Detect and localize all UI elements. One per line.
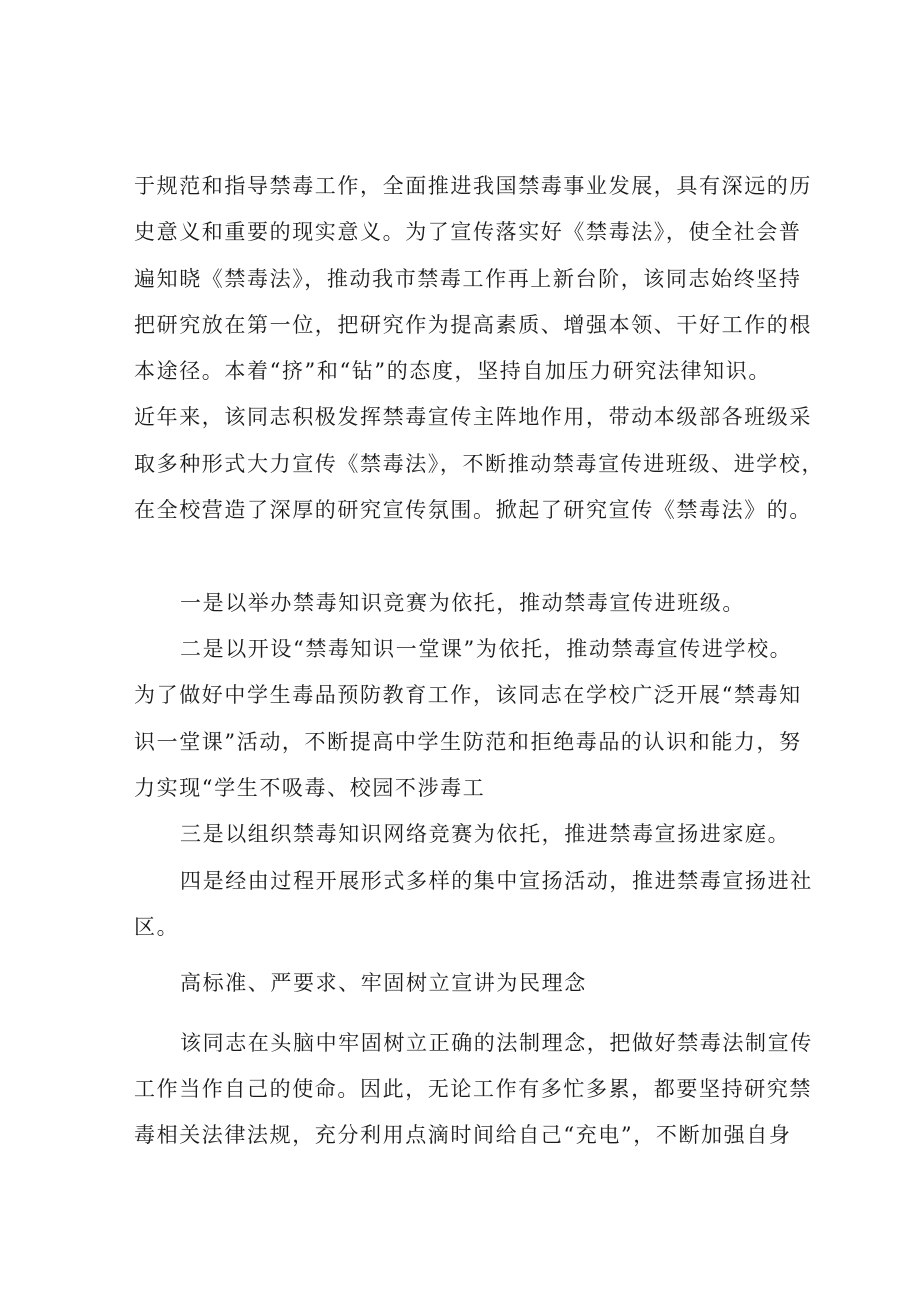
text-line: 四是经由过程开展形式多样的集中宣扬活动，推进禁毒宣扬进社 (180, 869, 813, 893)
section-heading: 高标准、严要求、牢固树立宣讲为民理念 (180, 971, 587, 995)
text-line: 区。 (134, 915, 180, 939)
text-line: 三是以组织禁毒知识网络竞赛为依托，推进禁毒宣扬进家庭。 (180, 822, 791, 846)
text-line: 力实现“学生不吸毒、校园不涉毒工 (134, 776, 486, 800)
text-line: 本途径。本着“挤”和“钻”的态度，坚持自加压力研究法律知识。 (134, 359, 771, 383)
text-line: 把研究放在第一位，把研究作为提高素质、增强本领、干好工作的根 (134, 313, 812, 337)
text-line: 工作当作自己的使命。因此，无论工作有多忙多累，都要坚持研究禁 (134, 1077, 812, 1101)
text-line: 毒相关法律法规，充分利用点滴时间给自己“充电”，不断加强自身 (134, 1123, 792, 1147)
text-line: 该同志在头脑中牢固树立正确的法制理念，把做好禁毒法制宣传 (180, 1031, 813, 1055)
text-line: 于规范和指导禁毒工作，全面推进我国禁毒事业发展，具有深远的历 (134, 174, 812, 198)
text-line: 为了做好中学生毒品预防教育工作，该同志在学校广泛开展“禁毒知 (134, 683, 802, 707)
text-line: 取多种形式大力宣传《禁毒法》，不断推动禁毒宣传进班级、进学校， (134, 452, 825, 476)
text-line: 识一堂课”活动，不断提高中学生防范和拒绝毒品的认识和能力，努 (134, 730, 802, 754)
text-line: 二是以开设“禁毒知识一堂课”为依托，推动禁毒宣传进学校。 (180, 637, 793, 661)
text-line: 史意义和重要的现实意义。为了宣传落实好《禁毒法》，使全社会普 (134, 220, 802, 244)
text-line: 近年来，该同志积极发挥禁毒宣传主阵地作用，带动本级部各班级采 (134, 405, 812, 429)
text-line: 一是以举办禁毒知识竞赛为依托，推动禁毒宣传进班级。 (180, 591, 745, 615)
text-line: 遍知晓《禁毒法》，推动我市禁毒工作再上新台阶，该同志始终坚持 (134, 267, 802, 291)
text-line: 在全校营造了深厚的研究宣传氛围。掀起了研究宣传《禁毒法》的。 (134, 498, 812, 522)
